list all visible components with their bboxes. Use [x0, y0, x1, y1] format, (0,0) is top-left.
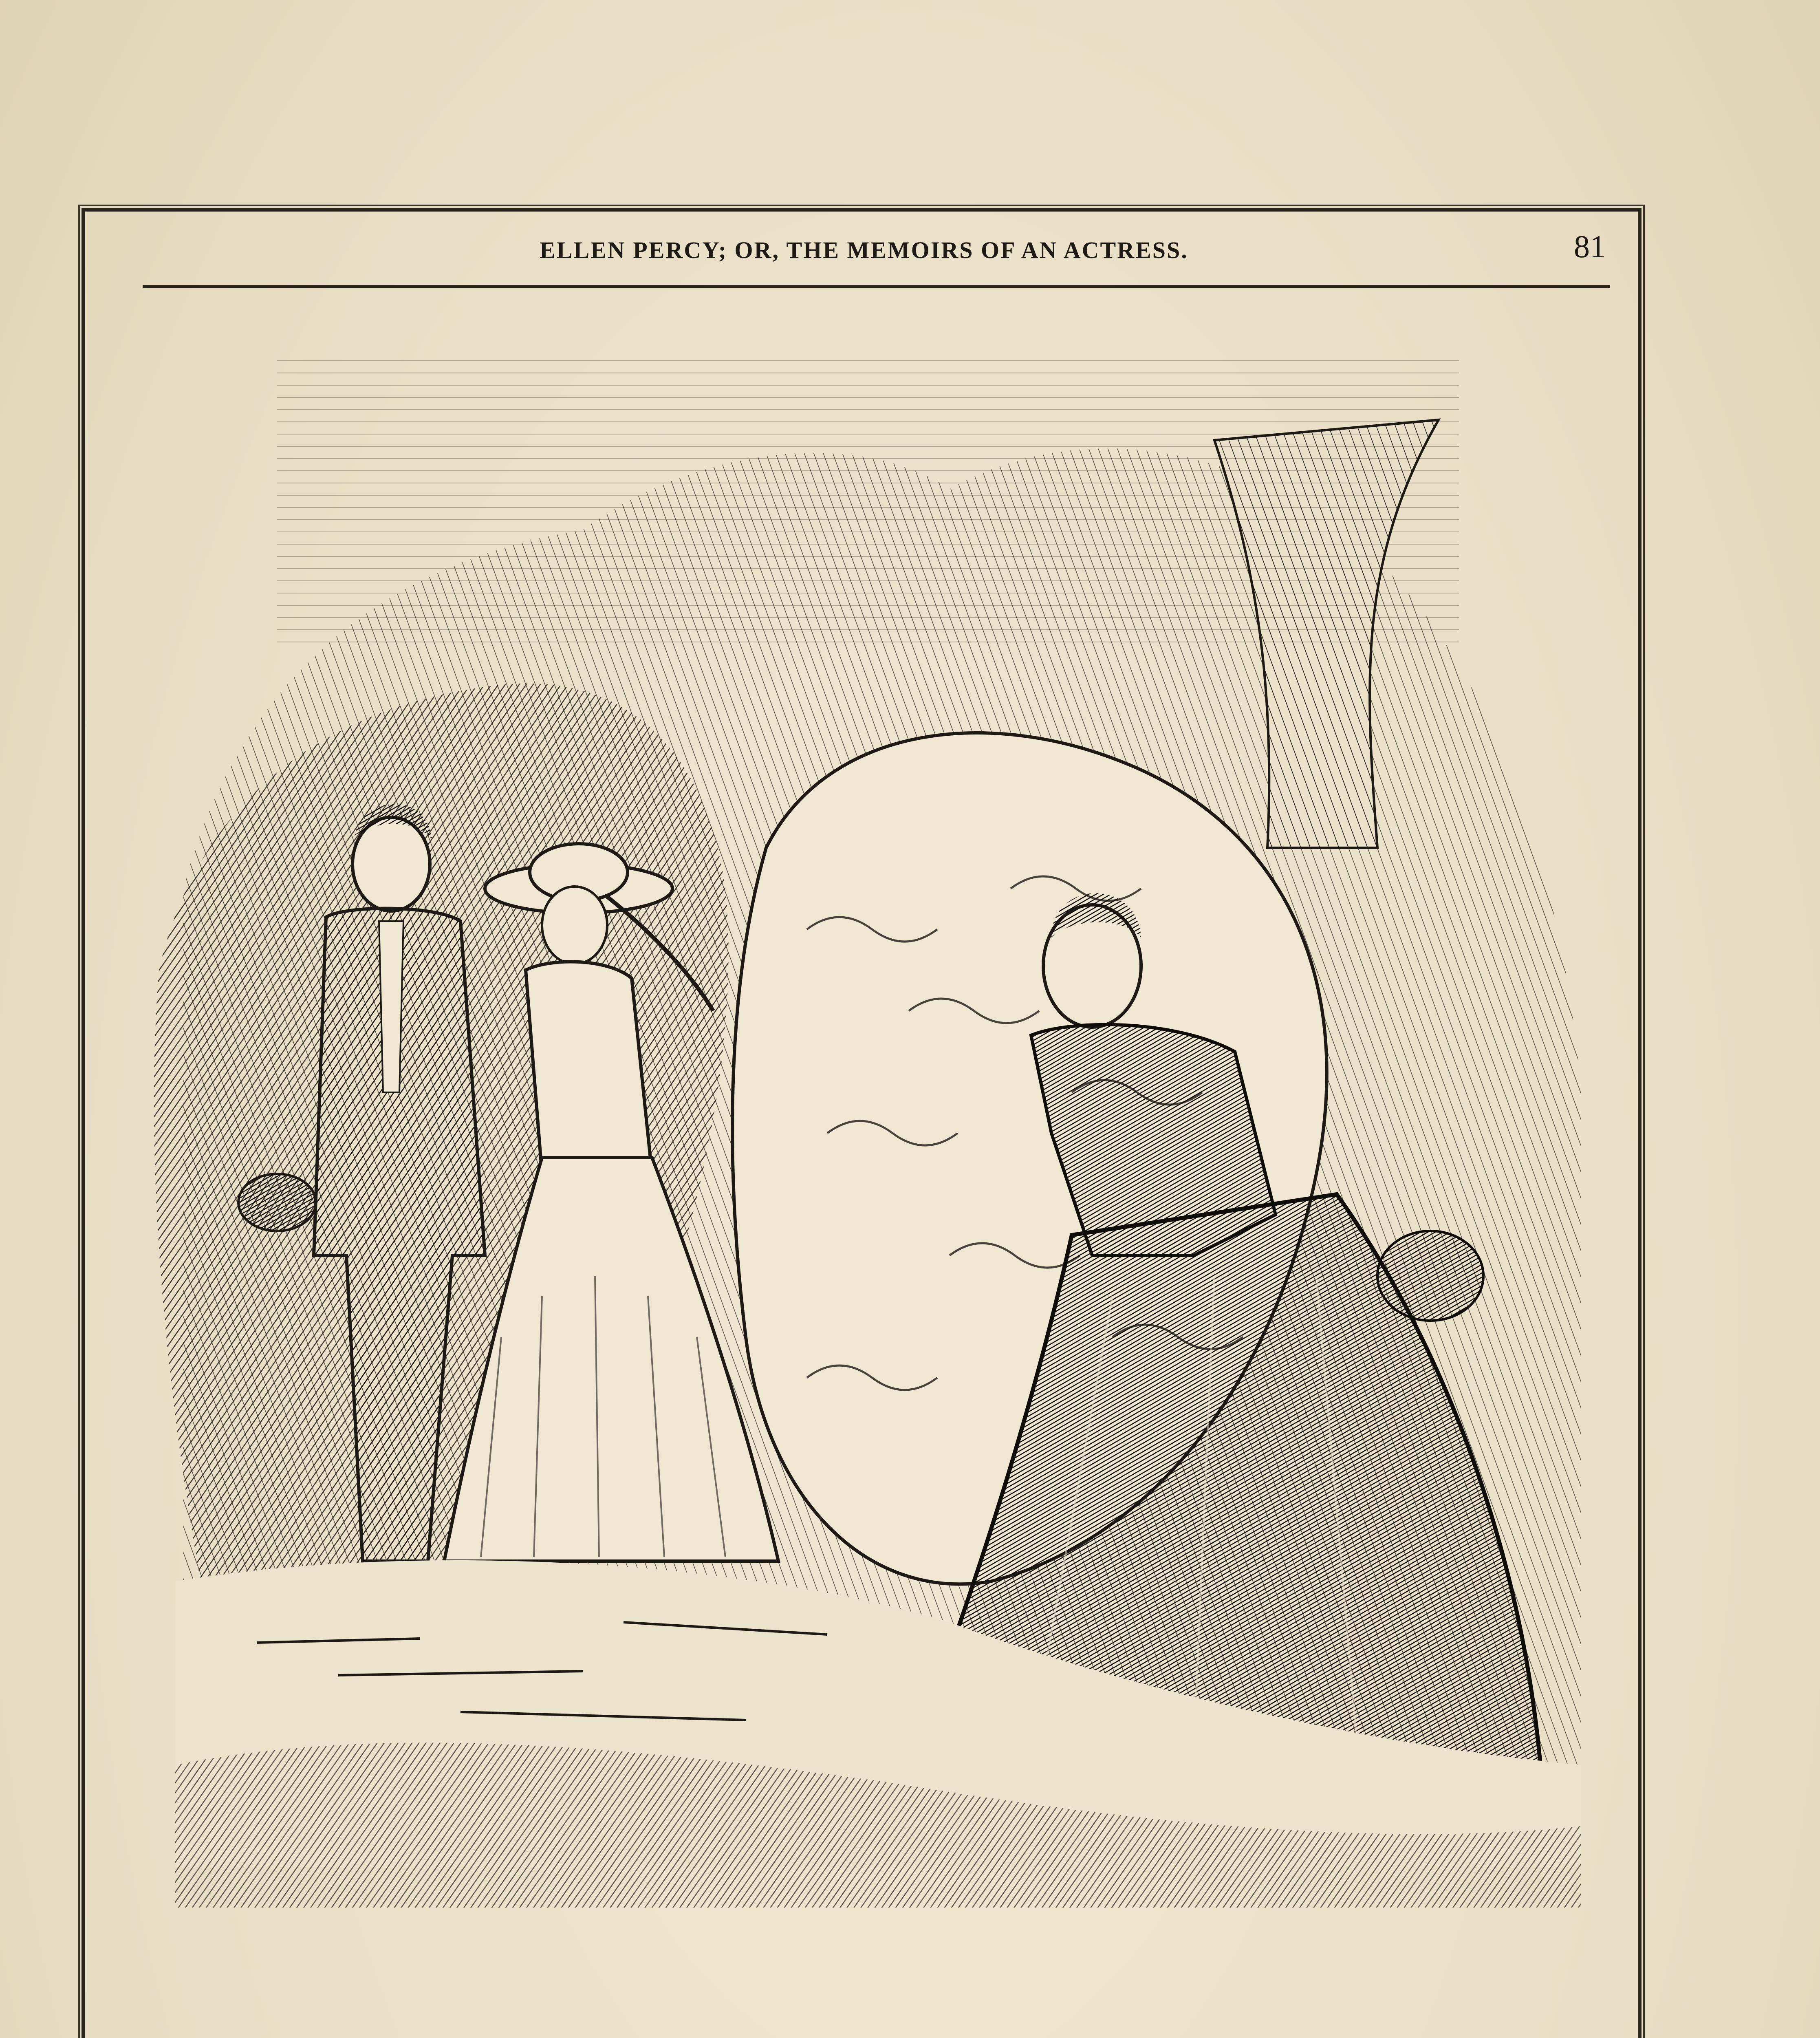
running-head: ELLEN PERCY; OR, THE MEMOIRS OF AN ACTRESS. — [540, 237, 1188, 263]
page-number: 81 — [1574, 229, 1606, 264]
page-header — [163, 228, 1630, 277]
engraving-illustration — [134, 318, 1610, 1944]
header-rule — [143, 285, 1610, 288]
